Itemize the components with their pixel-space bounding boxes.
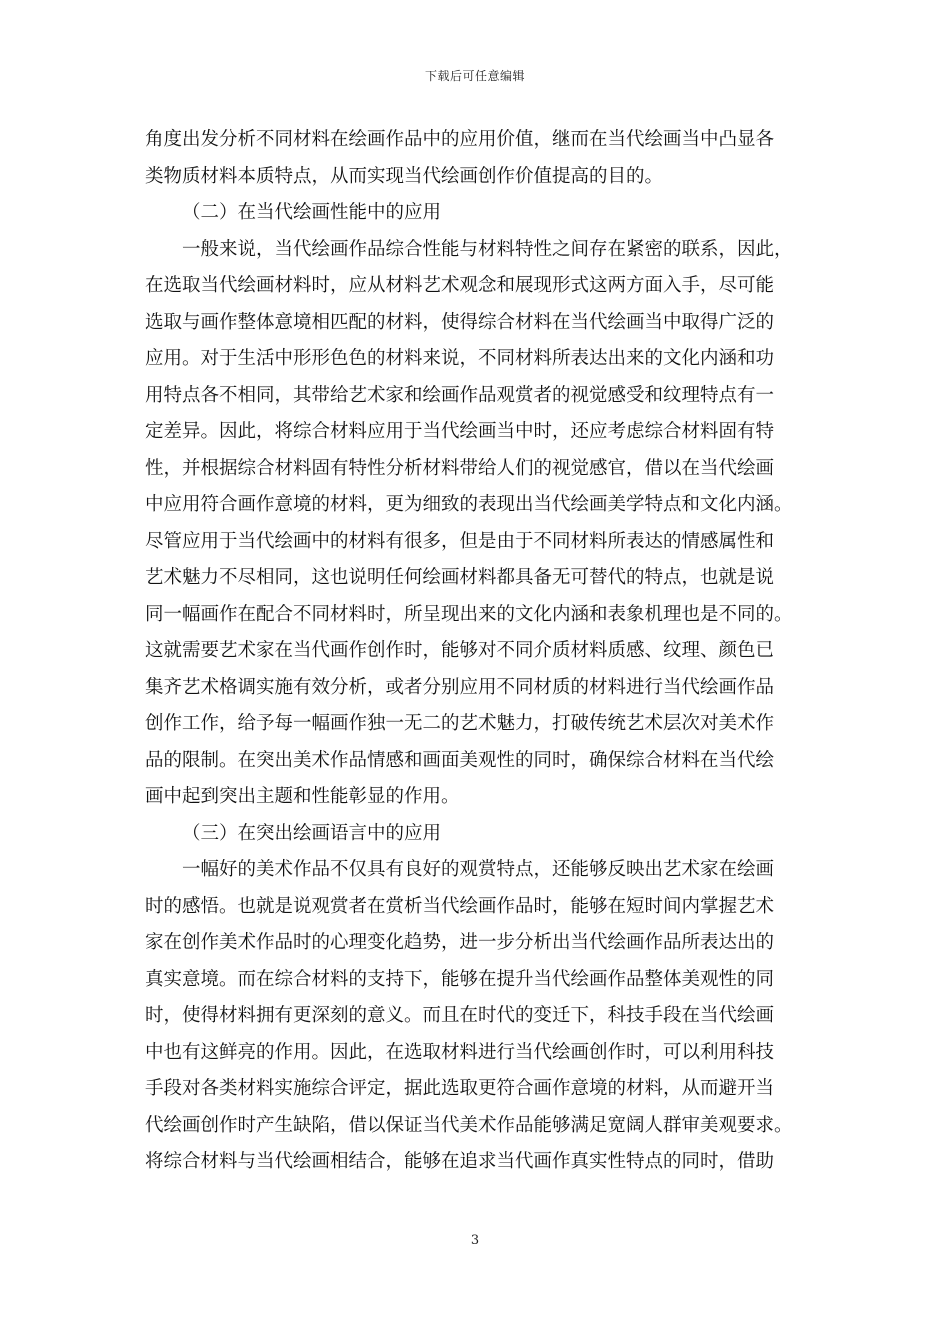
paragraph-line: 代绘画创作时产生缺陷，借以保证当代美术作品能够满足宽阔人群审美观要求。: [145, 1114, 793, 1136]
page-number: 3: [470, 1233, 480, 1248]
paragraph-line: 真实意境。而在综合材料的支持下，能够在提升当代绘画作品整体美观性的同: [145, 968, 775, 990]
paragraph-line: 艺术魅力不尽相同，这也说明任何绘画材料都具备无可替代的特点，也就是说: [145, 567, 775, 588]
paragraph-line: 应用。对于生活中形形色色的材料来说，不同材料所表达出来的文化内涵和功: [145, 348, 775, 369]
paragraph-line: 定差异。因此，将综合材料应用于当代绘画当中时，还应考虑综合材料固有特: [145, 421, 775, 442]
paragraph-line: 品的限制。在突出美术作品情感和画面美观性的同时，确保综合材料在当代绘: [145, 749, 775, 771]
paragraph-line: 家在创作美术作品时的心理变化趋势，进一步分析出当代绘画作品所表达出的: [145, 932, 775, 953]
paragraph-line: 类物质材料本质特点，从而实现当代绘画创作价值提高的目的。: [145, 165, 664, 187]
paragraph-line: 集齐艺术格调实施有效分析，或者分别应用不同材质的材料进行当代绘画作品: [145, 676, 775, 698]
page-header: 下载后可任意编辑: [424, 69, 525, 83]
paragraph-line: 选取与画作整体意境相匹配的材料，使得综合材料在当代绘画当中取得广泛的: [145, 311, 775, 333]
paragraph-line: 一般来说，当代绘画作品综合性能与材料特性之间存在紧密的联系，因此，: [145, 238, 793, 260]
paragraph-line: 中也有这鲜亮的作用。因此，在选取材料进行当代绘画创作时，可以利用科技: [145, 1041, 775, 1063]
paragraph-line: 这就需要艺术家在当代画作创作时，能够对不同介质材料质感、纹理、颜色已: [145, 640, 775, 661]
paragraph-line: 中应用符合画作意境的材料，更为细致的表现出当代绘画美学特点和文化内涵。: [145, 494, 793, 515]
paragraph-line: 时的感悟。也就是说观赏者在赏析当代绘画作品时，能够在短时间内掌握艺术: [145, 895, 775, 917]
paragraph-line: 同一幅画作在配合不同材料时，所呈现出来的文化内涵和表象机理也是不同的。: [145, 603, 793, 625]
paragraph-line: 角度出发分析不同材料在绘画作品中的应用价值，继而在当代绘画当中凸显各: [145, 129, 775, 150]
paragraph-line: 将综合材料与当代绘画相结合，能够在追求当代画作真实性特点的同时，借助: [145, 1151, 775, 1172]
paragraph-line: 创作工作，给予每一幅画作独一无二的艺术魅力，打破传统艺术层次对美术作: [145, 713, 775, 734]
section-heading: （二）在当代绘画性能中的应用: [182, 202, 442, 223]
paragraph-line: 一幅好的美术作品不仅具有良好的观赏特点，还能够反映出艺术家在绘画: [145, 859, 775, 880]
section-heading: （三）在突出绘画语言中的应用: [182, 822, 442, 844]
paragraph-line: 手段对各类材料实施综合评定，据此选取更符合画作意境的材料，从而避开当: [145, 1078, 775, 1099]
paragraph-line: 用特点各不相同，其带给艺术家和绘画作品观赏者的视觉感受和纹理特点有一: [145, 384, 775, 406]
paragraph-line: 画中起到突出主题和性能彰显的作用。: [145, 786, 460, 807]
paragraph-line: 性，并根据综合材料固有特性分析材料带给人们的视觉感官，借以在当代绘画: [145, 457, 775, 479]
paragraph-line: 在选取当代绘画材料时，应从材料艺术观念和展现形式这两方面入手，尽可能: [145, 275, 775, 296]
document-body: [145, 122, 817, 1181]
paragraph-line: 时，使得材料拥有更深刻的意义。而且在时代的变迁下，科技手段在当代绘画: [145, 1005, 775, 1026]
paragraph-line: 尽管应用于当代绘画中的材料有很多，但是由于不同材料所表达的情感属性和: [145, 530, 775, 552]
